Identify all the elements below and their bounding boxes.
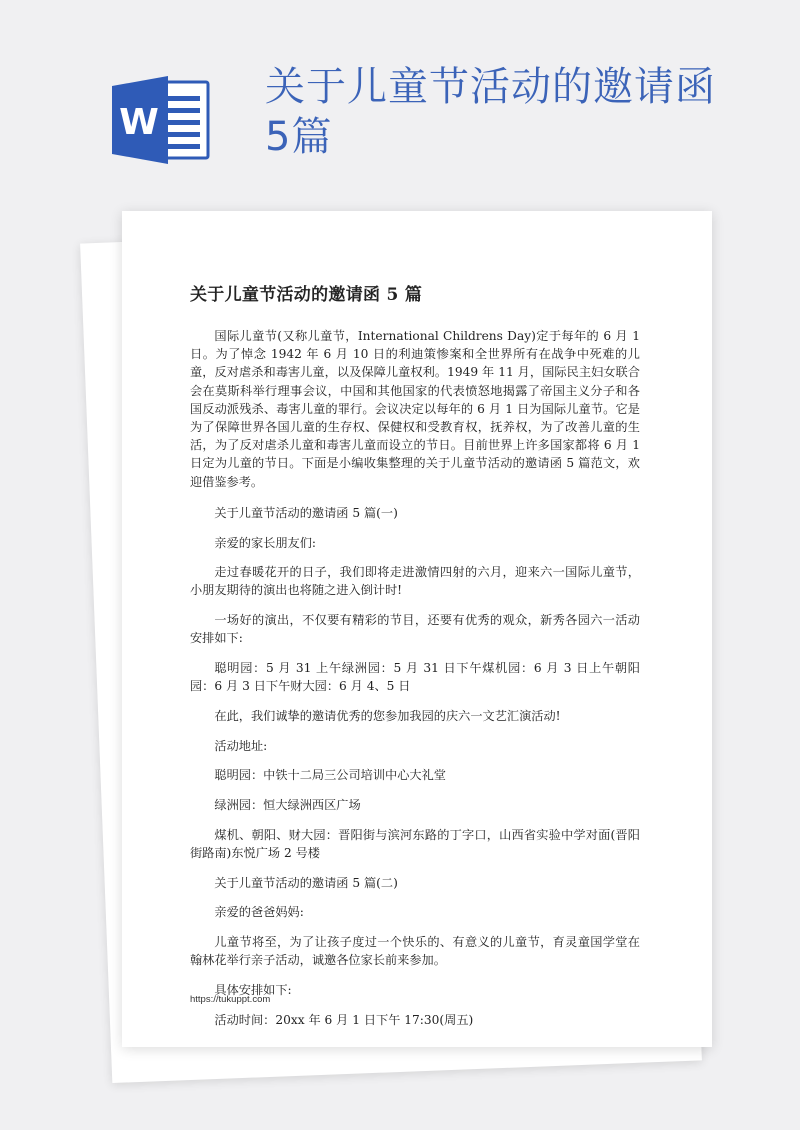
paragraph: 走过春暖花开的日子，我们即将走进激情四射的六月，迎来六一国际儿童节，小朋友期待的演出也将随之进入倒计时! bbox=[190, 565, 640, 598]
page-heading: 关于儿童节活动的邀请函5篇 bbox=[265, 64, 716, 160]
paragraph: 煤机、朝阳、财大园：晋阳街与滨河东路的丁字口，山西省实验中学对面(晋阳街路南)东悦广场 2 号楼 bbox=[190, 827, 640, 860]
paragraph: 具体安排如下: bbox=[214, 982, 292, 997]
word-document-icon bbox=[112, 76, 212, 164]
paragraph: 绿洲园：恒大绿洲西区广场 bbox=[214, 798, 361, 813]
document-content bbox=[190, 280, 640, 1040]
paragraph: 活动地址: bbox=[214, 738, 268, 753]
word-icon-letter: W bbox=[119, 102, 159, 143]
paragraph: 活动时间：20xx 年 6 月 1 日下午 17:30(周五) bbox=[214, 1012, 474, 1027]
section-heading-2: 关于儿童节活动的邀请函 5 篇(二) bbox=[214, 875, 398, 890]
paragraph: 聪明园：5 月 31 上午绿洲园：5 月 31 日下午煤机园：6 月 3 日上午朝阳园：6 月 3 日下午财大园：6 月 4、5 日 bbox=[190, 661, 640, 694]
section-heading-1: 关于儿童节活动的邀请函 5 篇(一) bbox=[214, 505, 398, 520]
document-title: 关于儿童节活动的邀请函 5 篇 bbox=[190, 285, 423, 305]
paragraph: 亲爱的家长朋友们: bbox=[214, 535, 316, 550]
paragraph: 儿童节将至，为了让孩子度过一个快乐的、有意义的儿童节，育灵童国学堂在翰林花举行亲子活动，诚邀各位家长前来参加。 bbox=[190, 935, 640, 968]
footer-url: https://tukuppt.com bbox=[190, 994, 271, 1005]
paragraph: 亲爱的爸爸妈妈: bbox=[214, 905, 304, 920]
paragraph: 聪明园：中铁十二局三公司培训中心大礼堂 bbox=[214, 768, 446, 783]
paragraph: 一场好的演出，不仅要有精彩的节目，还要有优秀的观众，新秀各园六一活动安排如下: bbox=[190, 613, 640, 646]
paragraph-intro: 国际儿童节(又称儿童节，International Childrens Day)定于每年的 6 月 1 日。为了悼念 1942 年 6 月 10 日的利迪策惨案和全世界所有在战争中死难的儿童，反对虐杀和毒害儿童，以及保障儿童权利。1949 年 11 月，国际民主妇女联合会在莫斯科举行理事会议，中国和其他国家的代表愤怒地揭露了帝国主义分子和各国反动派残杀、毒害儿童的罪行。会议决定以每年的 6 月 1 日为国际儿童节。它是为了保障世界各国儿童的生存权、保健权和受教育权，抚养权，为了改善儿童的生活，为了反对虐杀儿童和毒害儿童而设立的节日。目前世界上许多国家都将 6 月 1 日定为儿童的节日。下面是小编收集整理的关于儿童节活动的邀请函 5 篇范文，欢迎借鉴参考。 bbox=[190, 329, 640, 489]
paragraph: 在此，我们诚挚的邀请优秀的您参加我园的庆六一文艺汇演活动! bbox=[214, 708, 561, 723]
